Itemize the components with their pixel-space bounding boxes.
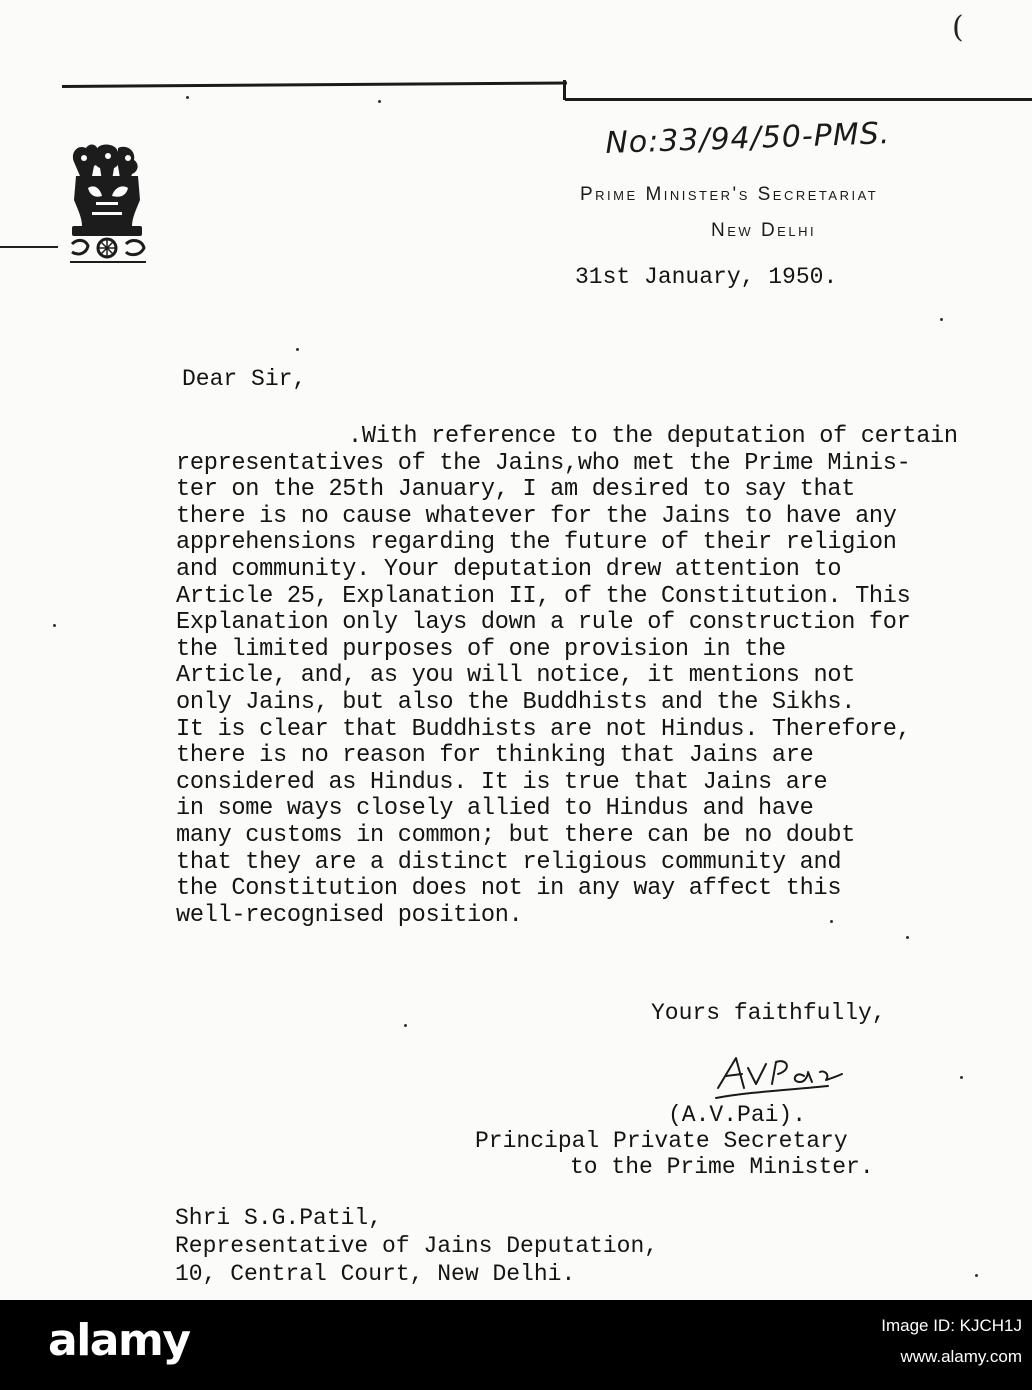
body-line: there is no reason for thinking that Jains are — [176, 742, 814, 770]
body-line: considered as Hindus. It is true that Jains are — [176, 768, 828, 796]
scan-speck — [404, 1024, 407, 1027]
body-line: that they are a distinct religious community and — [176, 848, 842, 876]
body-line: many customs in common; but there can be no doubt — [176, 821, 856, 849]
body-line: the Constitution does not in any way affect this — [176, 875, 842, 903]
letter-body — [176, 424, 958, 929]
secretariat-heading: Prime Minister's Secretariat — [580, 184, 879, 205]
handwritten-signature — [708, 1048, 858, 1104]
body-line: ter on the 25th January, I am desired to say that — [176, 476, 856, 504]
national-emblem-icon — [66, 140, 148, 268]
brand-url: www.alamy.com — [900, 1347, 1022, 1366]
margin-mark: ( — [952, 10, 964, 45]
body-line: It is clear that Buddhists are not Hindus. Therefore, — [176, 715, 911, 743]
body-line: the limited purposes of one provision in the — [176, 635, 786, 663]
closing: Yours faithfully, — [651, 1000, 886, 1026]
city-heading: New Delhi — [711, 220, 817, 241]
body-line: in some ways closely allied to Hindus and have — [176, 795, 814, 823]
scan-speck — [960, 1076, 963, 1079]
body-line: only Jains, but also the Buddhists and the Sikhs. — [176, 688, 856, 716]
addressee-line: 10, Central Court, New Delhi. — [175, 1261, 576, 1287]
addressee-line: Representative of Jains Deputation, — [175, 1233, 659, 1259]
top-rule-right — [565, 98, 1032, 101]
scan-speck — [906, 936, 909, 939]
scan-speck — [296, 348, 299, 351]
signatory-title-continued: to the Prime Minister. — [570, 1154, 874, 1180]
body-line: .With reference to the deputation of certain — [348, 423, 958, 450]
scan-speck — [940, 318, 943, 321]
body-line: and community. Your deputation drew attention to — [176, 555, 842, 583]
image-id: Image ID: KJCH1J — [881, 1316, 1022, 1335]
scan-speck — [186, 96, 189, 99]
body-line: apprehensions regarding the future of their religion — [176, 529, 897, 557]
body-line: Article, and, as you will notice, it mentions not — [176, 662, 856, 690]
margin-dash — [0, 246, 58, 248]
scan-speck — [378, 100, 381, 103]
body-line: well-recognised position. — [176, 901, 523, 929]
addressee-block — [175, 1204, 658, 1288]
body-line: Article 25, Explanation II, of the Constitution. This — [176, 582, 911, 610]
body-line: Explanation only lays down a rule of construction for — [176, 609, 911, 637]
reference-number: No:33/94/50-PMS. — [604, 116, 891, 161]
scan-speck — [975, 1274, 978, 1277]
body-line: there is no cause whatever for the Jains to have any — [176, 502, 897, 530]
addressee-line: Shri S.G.Patil, — [175, 1205, 383, 1231]
salutation: Dear Sir, — [182, 366, 307, 392]
top-rule-left — [62, 81, 567, 88]
signatory-name: (A.V.Pai). — [668, 1102, 807, 1128]
brand-logo: alamy — [48, 1315, 190, 1366]
letter-date: 31st January, 1950. — [575, 264, 838, 290]
body-line: representatives of the Jains,who met the Prime Minis- — [176, 449, 911, 477]
signatory-title: Principal Private Secretary — [475, 1128, 848, 1154]
scan-speck — [830, 920, 833, 923]
scan-speck — [53, 624, 56, 627]
top-rule-step — [563, 80, 566, 100]
